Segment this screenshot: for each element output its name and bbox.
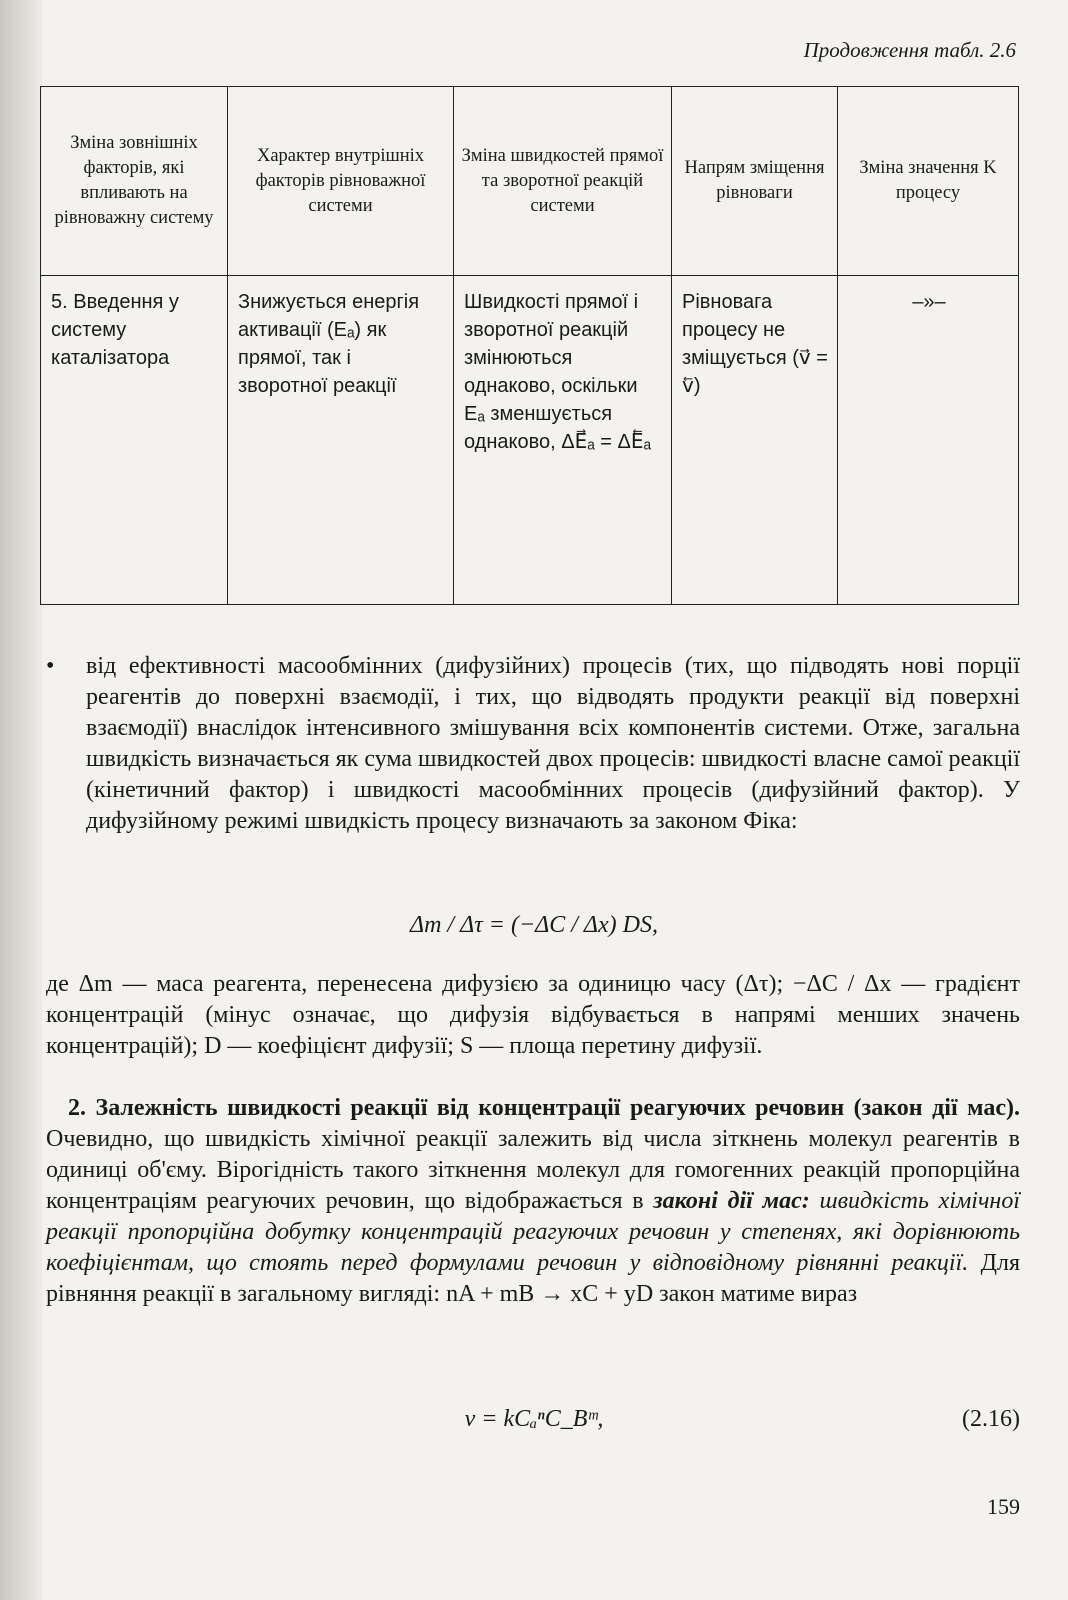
table-header-cell: Характер внутрішніх факторів рівноважної системи	[228, 87, 454, 276]
continuation-table	[40, 86, 1019, 605]
table-cell-ditto: –»–	[838, 276, 1019, 605]
table-cell: 5. Введення у систему каталізатора	[41, 276, 228, 605]
section-heading: 2. Залежність швидкості реакції від концентрації реагуючих речовин (закон дії мас).	[68, 1095, 1020, 1121]
bullet-paragraph	[46, 651, 1020, 837]
equation-number: (2.16)	[962, 1406, 1020, 1432]
section-paragraph	[46, 1093, 1020, 1310]
page-number: 159	[987, 1494, 1020, 1519]
paragraph-definitions: де Δm — маса реагента, перенесена дифузією за одиницю часу (Δτ); −ΔC / Δx — градієнт концентрацій (мінус означає, що дифузія відбувається в напрямі менших значень концентрацій); D — коефіцієнт дифузії; S — площа перетину дифузії.	[46, 971, 1020, 1059]
fick-law-formula: Δm / Δτ = (−ΔC / Δx) DS,	[410, 912, 658, 938]
page-gutter-shadow	[0, 0, 42, 1600]
table-cell: Знижується енергія активації (Eₐ) як прямої, так і зворотної реакції	[228, 276, 454, 605]
bullet-mark: •	[46, 653, 55, 679]
table-row	[41, 276, 1019, 605]
law-term: законі дії мас:	[653, 1188, 810, 1214]
table-header-cell: Зміна значення K процесу	[838, 87, 1019, 276]
mass-action-formula: v = kCₐⁿC_Bᵐ,	[464, 1406, 604, 1432]
table-cell: Рівновага процесу не зміщується (v⃗ = v⃖)	[672, 276, 838, 605]
table-header-row	[41, 87, 1019, 276]
paragraph-text: Для рівняння реакції в загальному вигляді: nA + mB → xC + yD закон матиме вираз	[46, 1250, 1020, 1307]
running-head: Продовження табл. 2.6	[803, 38, 1016, 62]
paragraph-text: Очевидно, що швидкість хімічної реакції залежить від числа зіткнень молекул реагентів в одиниці об'єму. Вірогідність такого зіткнення молекул для гомогенних реакцій пропорційна концентраціям реагуючих речовин, що відображається в	[46, 1126, 1020, 1214]
table-header-cell: Напрям зміщення рівноваги	[672, 87, 838, 276]
table-cell: Швидкості прямої і зворотної реакцій змінюються однаково, оскільки Eₐ зменшується однаково, ΔE⃗ₐ = ΔE⃖ₐ	[454, 276, 672, 605]
law-definition: швидкість хімічної реакції пропорційна добутку концентрацій реагуючих речовин у степенях, які дорівнюють коефіцієнтам, що стоять перед формулами речовин у відповідному рівнянні реакції.	[46, 1188, 1021, 1276]
paragraph-text: від ефективності масообмінних (дифузійних) процесів (тих, що підводять нові порції реагентів до поверхні взаємодії, і тих, що відводять продукти реакції від поверхні взаємодії) внаслідок інтенсивного змішування всіх компонентів системи. Отже, загальна швидкість визначається як сума швидкостей двох процесів: швидкості власне самої реакції (кінетичний фактор) і швидкості масообмінних процесів (дифузійний фактор). У дифузійному режимі швидкість процесу визначають за законом Фіка:	[86, 653, 1020, 834]
table-header-cell: Зміна зовнішніх факторів, які впливають на рівноважну систему	[41, 87, 228, 276]
table-header-cell: Зміна швидкостей прямої та зворотної реакцій системи	[454, 87, 672, 276]
